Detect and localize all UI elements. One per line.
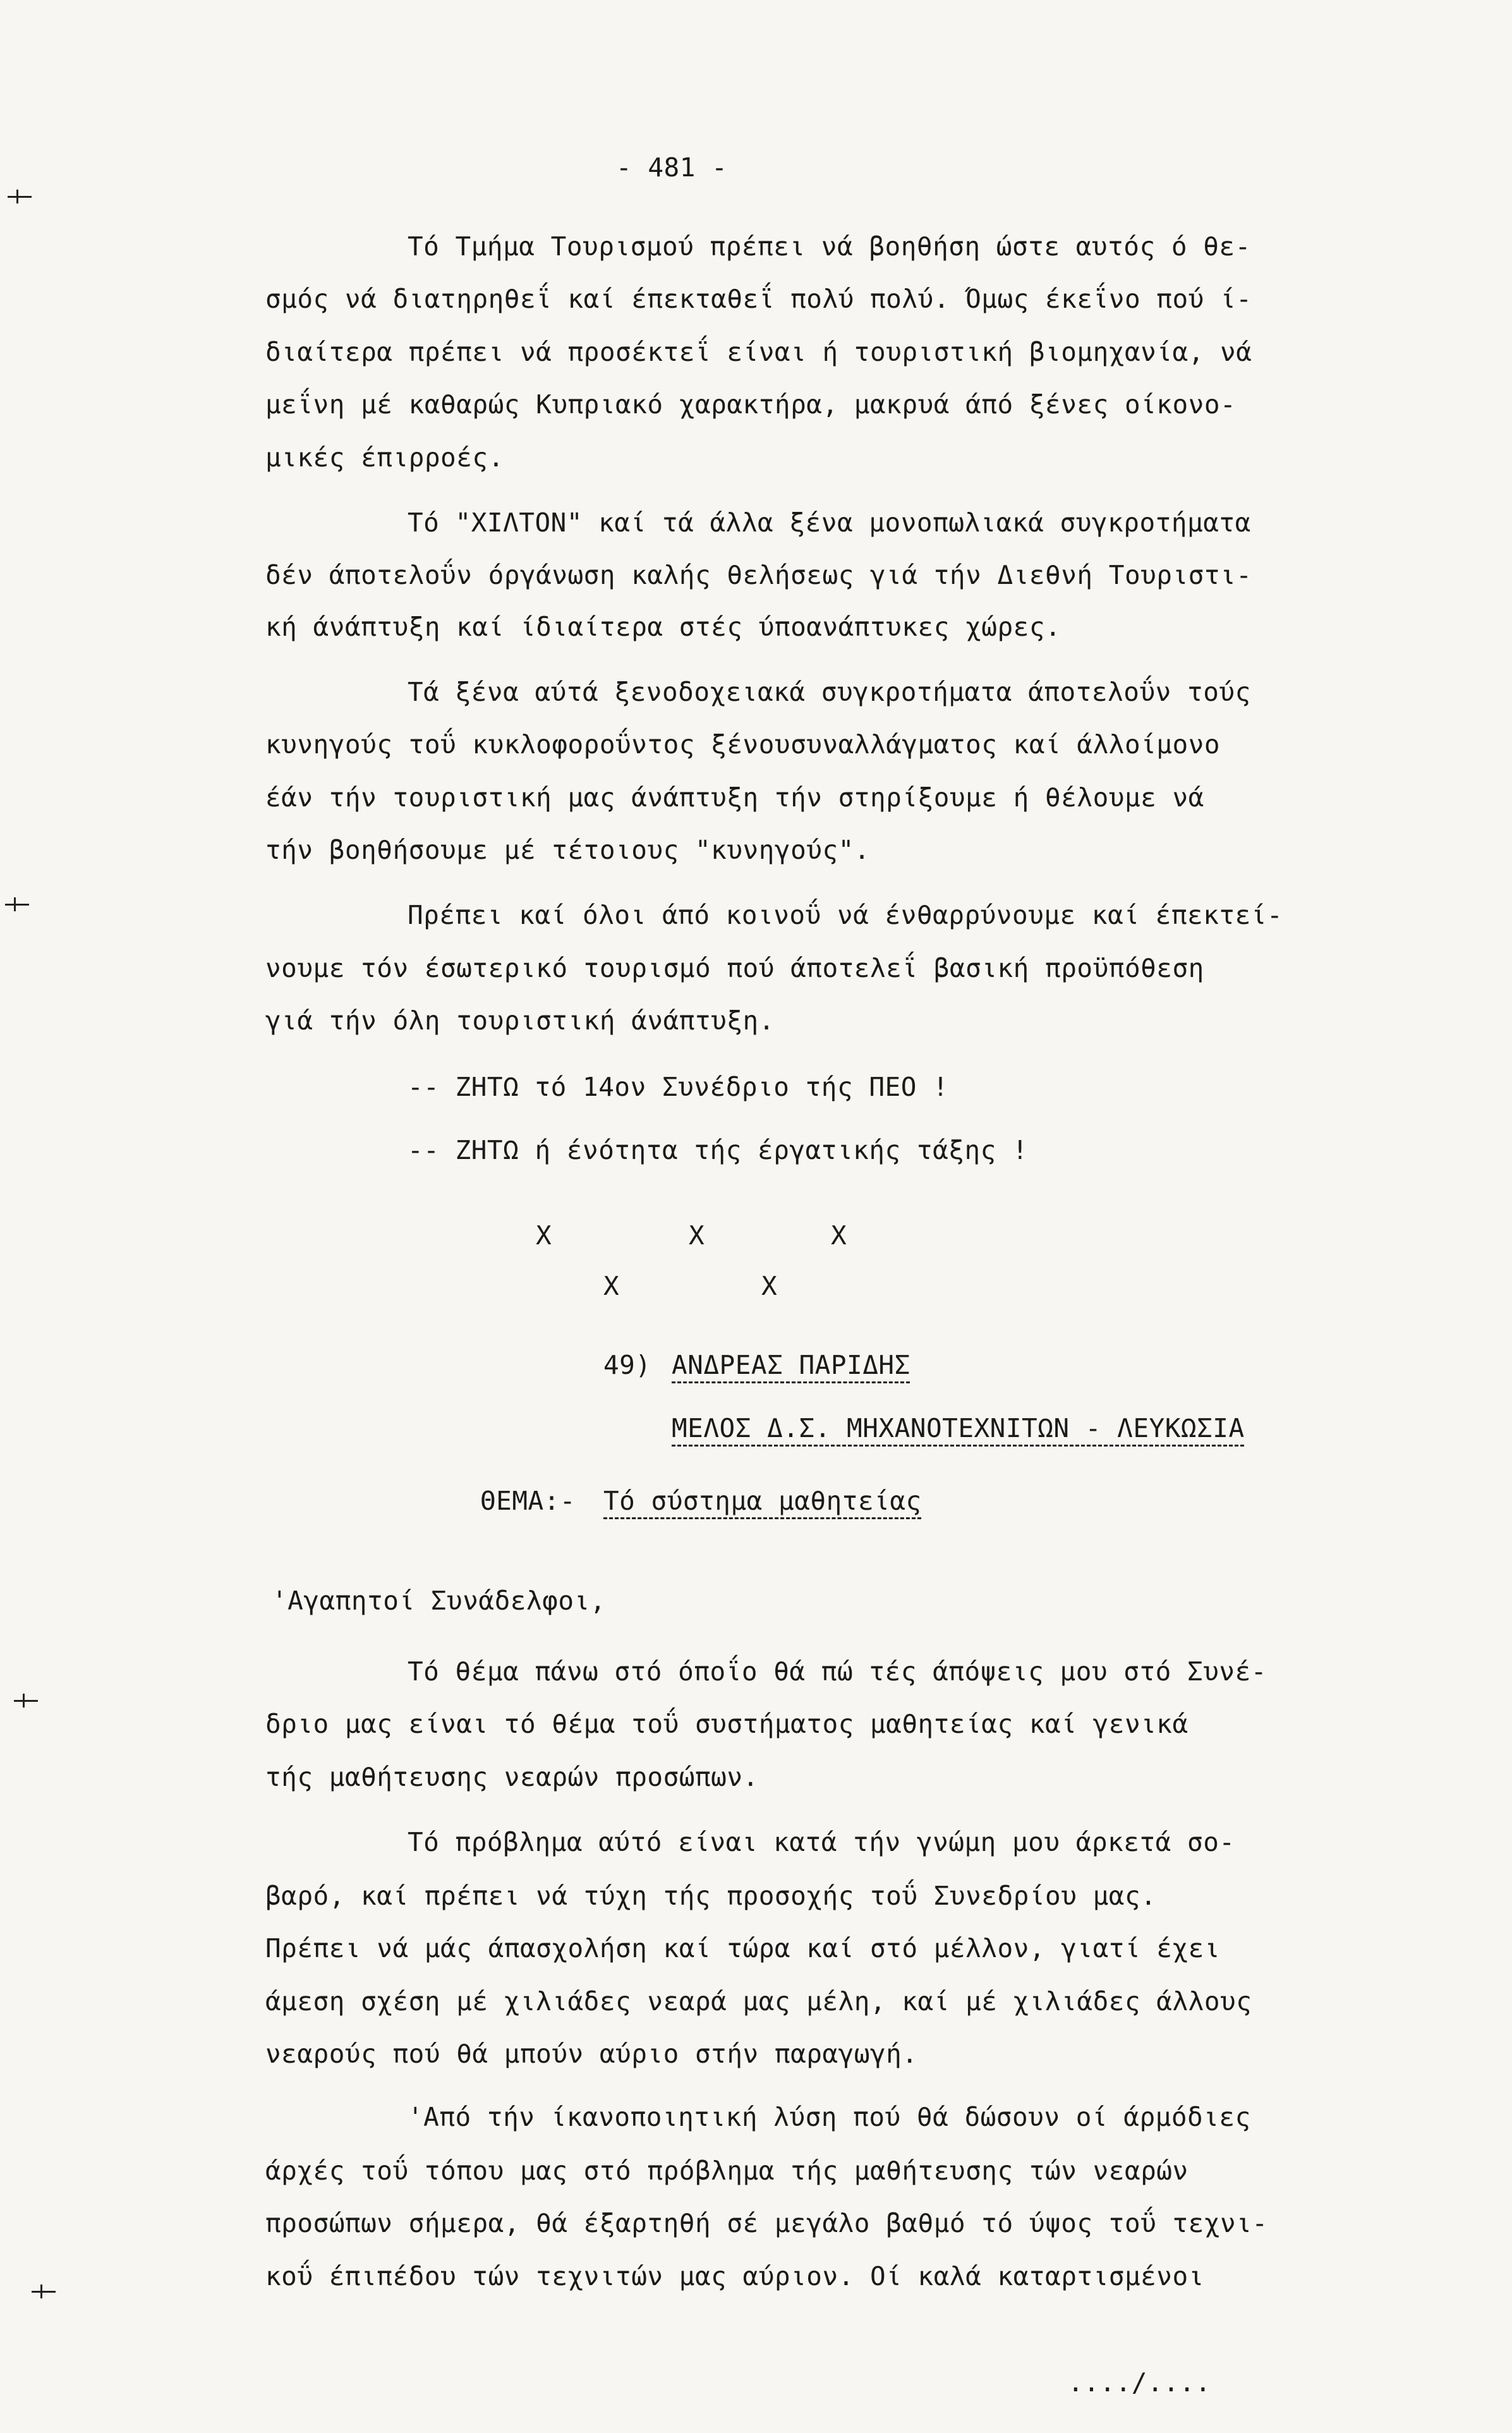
margin-mark: [8, 196, 32, 198]
paragraph-line: Τό πρόβλημα αύτό είναι κατά τήν γνώμη μου άρκετά σο-: [408, 1827, 1235, 1857]
paragraph-line: μικές έπιρροές.: [265, 442, 504, 473]
margin-mark: [5, 904, 29, 906]
paragraph-line: σμός νά διατηρηθεΐ καί έπεκταθεΐ πολύ πολύ. Όμως έκεΐνο πού ί-: [265, 284, 1252, 314]
continuation-mark: ..../....: [1068, 2367, 1211, 2398]
separator-x: Χ: [603, 1271, 620, 1301]
paragraph-line: γιά τήν όλη τουριστική άνάπτυξη.: [265, 1005, 775, 1036]
paragraph-line: Τά ξένα αύτά ξενοδοχειακά συγκροτήματα άποτελοΰν τούς: [408, 677, 1251, 707]
paragraph-line: 'Από τήν ίκανοποιητική λύση πού θά δώσουν οί άρμόδιες: [408, 2102, 1251, 2132]
separator-x: Χ: [536, 1220, 552, 1251]
paragraph-line: μεΐνη μέ καθαρώς Κυπριακό χαρακτήρα, μακρυά άπό ξένες οίκονο-: [265, 389, 1237, 420]
paragraph-line: κή άνάπτυξη καί ίδιαίτερα στές ύποανάπτυκες χώρες.: [265, 612, 1061, 642]
paragraph-line: Πρέπει καί όλοι άπό κοινοΰ νά ένθαρρύνουμε καί έπεκτεί-: [408, 900, 1283, 930]
separator-x: Χ: [761, 1271, 778, 1301]
topic-label: ΘΕΜΑ:-: [480, 1486, 576, 1516]
paragraph-line: τής μαθήτευσης νεαρών προσώπων.: [265, 1762, 759, 1792]
paragraph-line: άμεση σχέση μέ χιλιάδες νεαρά μας μέλη, καί μέ χιλιάδες άλλους: [265, 1986, 1252, 2017]
margin-mark: [14, 1700, 38, 1702]
topic-title: Τό σύστημα μαθητείας: [603, 1486, 922, 1516]
paragraph-line: δέν άποτελοΰν όργάνωση καλής θελήσεως γιά τήν Διεθνή Τουριστι-: [265, 560, 1252, 590]
paragraph-line: Τό θέμα πάνω στό όποΐο θά πώ τές άπόψεις μου στό Συνέ-: [408, 1656, 1267, 1687]
paragraph-line: νουμε τόν έσωτερικό τουρισμό πού άποτελεΐ βασική προϋπόθεση: [265, 953, 1204, 983]
paragraph-line: Τό "ΧΙΛΤΟΝ" καί τά άλλα ξένα μονοπωλιακά συγκροτήματα: [408, 507, 1251, 538]
paragraph-line: κοΰ έπιπέδου τών τεχνιτών μας αύριον. Οί καλά καταρτισμένοι: [265, 2261, 1204, 2291]
page-number: - 481 -: [616, 152, 728, 183]
paragraph-line: βαρό, καί πρέπει νά τύχη τής προσοχής τοΰ Συνεδρίου μας.: [265, 1881, 1157, 1911]
paragraph-line: έάν τήν τουριστική μας άνάπτυξη τήν στηρίξουμε ή θέλουμε νά: [265, 782, 1204, 813]
margin-mark: [32, 2291, 56, 2293]
paragraph-line: Τό Τμήμα Τουρισμού πρέπει νά βοηθήση ώστε αυτός ό θε-: [408, 231, 1251, 262]
paragraph-line: κυνηγούς τοΰ κυκλοφοροΰντος ξένουσυναλλάγματος καί άλλοίμονο: [265, 729, 1221, 760]
speaker-name: ΑΝΔΡΕΑΣ ΠΑΡΙΔΗΣ: [672, 1350, 910, 1380]
paragraph-line: δριο μας είναι τό θέμα τοΰ συστήματος μαθητείας καί γενικά: [265, 1709, 1188, 1739]
paragraph-line: νεαρούς πού θά μπούν αύριο στήν παραγωγή.: [265, 2039, 918, 2069]
paragraph-line: Πρέπει νά μάς άπασχολήση καί τώρα καί στό μέλλον, γιατί έχει: [265, 1933, 1221, 1963]
separator-x: Χ: [831, 1220, 847, 1251]
paragraph-line: προσώπων σήμερα, θά έξαρτηθή σέ μεγάλο βαθμό τό ύψος τοΰ τεχνι-: [265, 2208, 1268, 2238]
salutation: 'Αγαπητοί Συνάδελφοι,: [272, 1586, 606, 1616]
slogan: -- ΖΗΤΩ ή ένότητα τής έργατικής τάξης !: [408, 1135, 1029, 1165]
slogan: -- ΖΗΤΩ τό 14ον Συνέδριο τής ΠΕΟ !: [408, 1072, 949, 1102]
paragraph-line: τήν βοηθήσουμε μέ τέτοιους "κυνηγούς".: [265, 835, 870, 865]
speaker-number: 49): [603, 1350, 651, 1380]
speaker-role: ΜΕΛΟΣ Δ.Σ. ΜΗΧΑΝΟΤΕΧΝΙΤΩΝ - ΛΕΥΚΩΣΙΑ: [672, 1413, 1245, 1443]
paragraph-line: διαίτερα πρέπει νά προσέκτεΐ είναι ή τουριστική βιομηχανία, νά: [265, 337, 1252, 367]
separator-x: Χ: [689, 1220, 705, 1251]
paragraph-line: άρχές τοΰ τόπου μας στό πρόβλημα τής μαθήτευσης τών νεαρών: [265, 2156, 1188, 2186]
